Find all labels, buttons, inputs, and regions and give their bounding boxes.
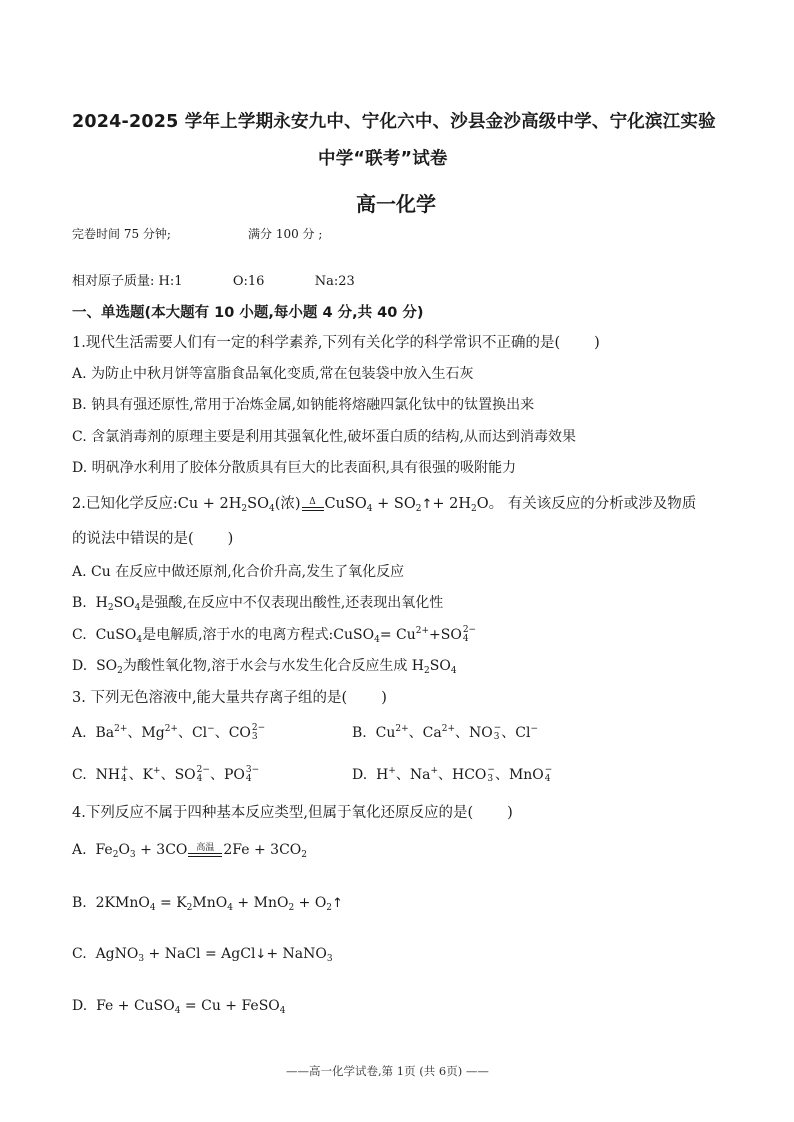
q3-option-b: B. $Cu^{2+}$、$Ca^{2+}$、NO − 3 、Cl− bbox=[352, 723, 539, 742]
section1-heading: 一、单选题(本大题有 10 小题,每小题 4 分,共 40 分) bbox=[72, 305, 424, 321]
q2-option-d: D. $SO_2$为酸性氧化物,溶于水会与水发生化合反应生成 $H_2SO_4$ bbox=[72, 658, 457, 676]
q2-option-c: C. CuSO$_4$是电解质,溶于水的电离方程式:CuSO$_4$= $Cu^{2+}+SO$ 2− 4 bbox=[72, 625, 477, 645]
q4-close: ) bbox=[507, 805, 513, 821]
q1-stem bbox=[72, 331, 600, 352]
atomic-mass-na: Na:23 bbox=[314, 274, 355, 289]
full-score: 满分 100 分 ; bbox=[248, 227, 323, 241]
q2-condition bbox=[302, 497, 324, 511]
atomic-mass-h: H:1 bbox=[158, 274, 183, 289]
q1-stem-text: 1.现代生活需要人们有一定的科学素养,下列有关化学的科学常识不正确的是( bbox=[72, 335, 561, 351]
q4-stem: 4.下列反应不属于四种基本反应类型,但属于氧化还原反应的是( ) bbox=[72, 805, 513, 821]
q1-option-b: B. 钠具有强还原性,常用于冶炼金属,如钠能将熔融四氯化钛中的钛置换出来 bbox=[72, 397, 535, 413]
q4-condition bbox=[188, 843, 222, 857]
heat-symbol: Δ bbox=[309, 497, 316, 507]
q3-close: ) bbox=[381, 690, 387, 706]
q2-num: 2.已知化学反应: bbox=[72, 496, 178, 512]
q2-tail: 有关该反应的分析或涉及物质 bbox=[507, 496, 697, 512]
q4-option-c: C. AgNO$_3$ + NaCl = AgCl↓+ NaNO$_3$ bbox=[72, 946, 333, 964]
subject-title: 高一化学 bbox=[356, 192, 436, 216]
q2-stem-line2: 的说法中错误的是( ) bbox=[72, 531, 234, 547]
q1-close: ) bbox=[594, 335, 600, 351]
atomic-mass-o: O:16 bbox=[232, 274, 265, 289]
page-footer: ——高一化学试卷,第 1页 (共 6页) —— bbox=[286, 1064, 489, 1078]
q3-option-d: D. H+、Na+、HCO − 3 、MnO − 4 bbox=[352, 765, 553, 784]
atomic-mass-label: 相对原子质量: bbox=[72, 274, 155, 289]
q1-option-a: A. 为防止中秋月饼等富脂食品氧化变质,常在包装袋中放入生石灰 bbox=[72, 366, 474, 382]
q4-option-b: B. 2KMnO$_4$ = $K_2MnO_4 + MnO_2$ + $O_2↑$ bbox=[72, 895, 343, 913]
q4-option-d: D. Fe + CuSO$_4$ = Cu + FeSO$_4$ bbox=[72, 998, 286, 1016]
exam-title-line1: 2024-2025 学年上学期永安九中、宁化六中、沙县金沙高级中学、宁化滨江实验 bbox=[72, 112, 716, 132]
q4-option-a: A. $Fe_2O_3 + 3CO$ 高温 $2Fe + 3CO_2$ bbox=[72, 842, 307, 860]
q3-stem: 3. 下列无色溶液中,能大量共存离子组的是( ) bbox=[72, 690, 387, 706]
atomic-mass-row bbox=[72, 270, 355, 289]
q3-option-c: C. NH + 4 、K+、SO 2− 4 、PO 3− 4 bbox=[72, 765, 260, 784]
q2-option-b: B. $H_2SO_4$是强酸,在反应中不仅表现出酸性,还表现出氧化性 bbox=[72, 595, 444, 613]
q3-option-a: A. $Ba^{2+}$、$Mg^{2+}$、Cl−、CO 2− 3 bbox=[72, 723, 266, 742]
q2-stem: 2.已知化学反应:Cu + $2H_2SO_4$(浓) Δ CuSO$_4$ + $SO_2↑+ 2H_2O$。 有关该反应的分析或涉及物质 bbox=[72, 496, 697, 514]
q2-option-a: A. Cu 在反应中做还原剂,化合价升高,发生了氧化反应 bbox=[72, 564, 405, 580]
q1-option-d: D. 明矾净水利用了胶体分散质具有巨大的比表面积,具有很强的吸附能力 bbox=[72, 460, 517, 476]
q2-close: ) bbox=[227, 531, 234, 547]
q1-option-c: C. 含氯消毒剂的原理主要是利用其强氧化性,破坏蛋白质的结构,从而达到消毒效果 bbox=[72, 429, 577, 445]
exam-title-line2: 中学“联考”试卷 bbox=[318, 149, 448, 169]
high-temp-label: 高温 bbox=[196, 843, 215, 853]
exam-time: 完卷时间 75 分钟; bbox=[72, 227, 171, 241]
